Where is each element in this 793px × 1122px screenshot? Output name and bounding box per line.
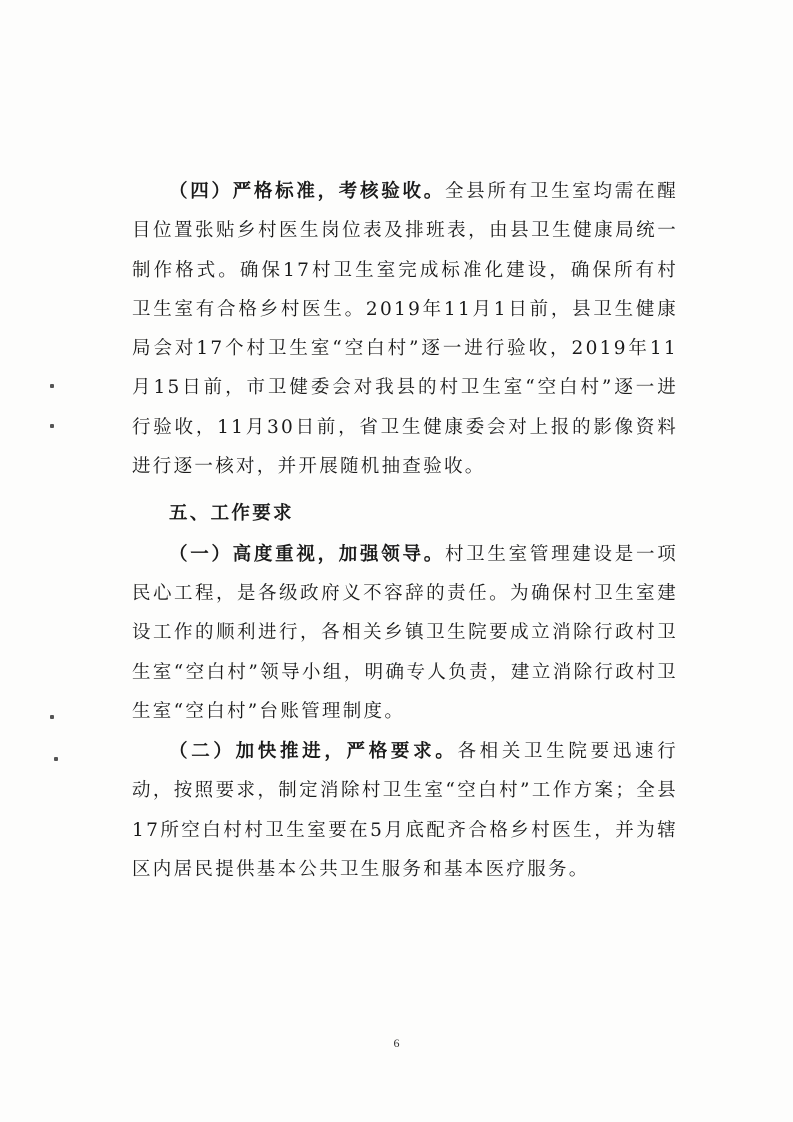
paragraph-lead: （四）严格标准，考核验收。: [169, 181, 445, 202]
scan-speck: [50, 384, 54, 388]
paragraph-body: 全县所有卫生室均需在醒目位置张贴乡村医生岗位表及排班表，由县卫生健康局统一制作格式。确保17村卫生室完成标准化建设，确保所有村卫生室有合格乡村医生。2019年11月1日前，县卫生健康局会对17个村卫生室“空白村”逐一进行验收，2019年11月15日前，市卫健委会对我县的村卫生室“空白村”逐一进行验收，11月30日前，省卫生健康委会对上报的影像资料进行逐一核对，并开展随机抽查验收。: [132, 181, 678, 478]
paragraph-standard-acceptance: [132, 172, 678, 486]
section-heading: 五、工作要求: [169, 503, 294, 525]
paragraph-lead: （二）加快推进，严格要求。: [169, 741, 458, 763]
scan-speck: [50, 715, 54, 719]
paragraph-body: 村卫生室管理建设是一项民心工程，是各级政府义不容辞的责任。为确保村卫生室建设工作的顺利进行，各相关乡镇卫生院要成立消除行政村卫生室“空白村”领导小组，明确专人负责，建立消除行政村卫生室“空白村”台账管理制度。: [132, 543, 678, 722]
paragraph-requirements: [132, 732, 678, 889]
paragraph-leadership: [132, 535, 678, 731]
scan-speck: [54, 757, 58, 761]
document-body: [132, 172, 678, 889]
scan-speck: [50, 424, 54, 428]
paragraph-lead: （一）高度重视，加强领导。: [169, 543, 445, 565]
paragraph-body: 各相关卫生院要迅速行动，按照要求，制定消除村卫生室“空白村”工作方案；全县17所空白村村卫生室要在5月底配齐合格乡村医生，并为辖区内居民提供基本公共卫生服务和基本医疗服务。: [132, 741, 678, 881]
page-number: 6: [393, 1036, 400, 1050]
